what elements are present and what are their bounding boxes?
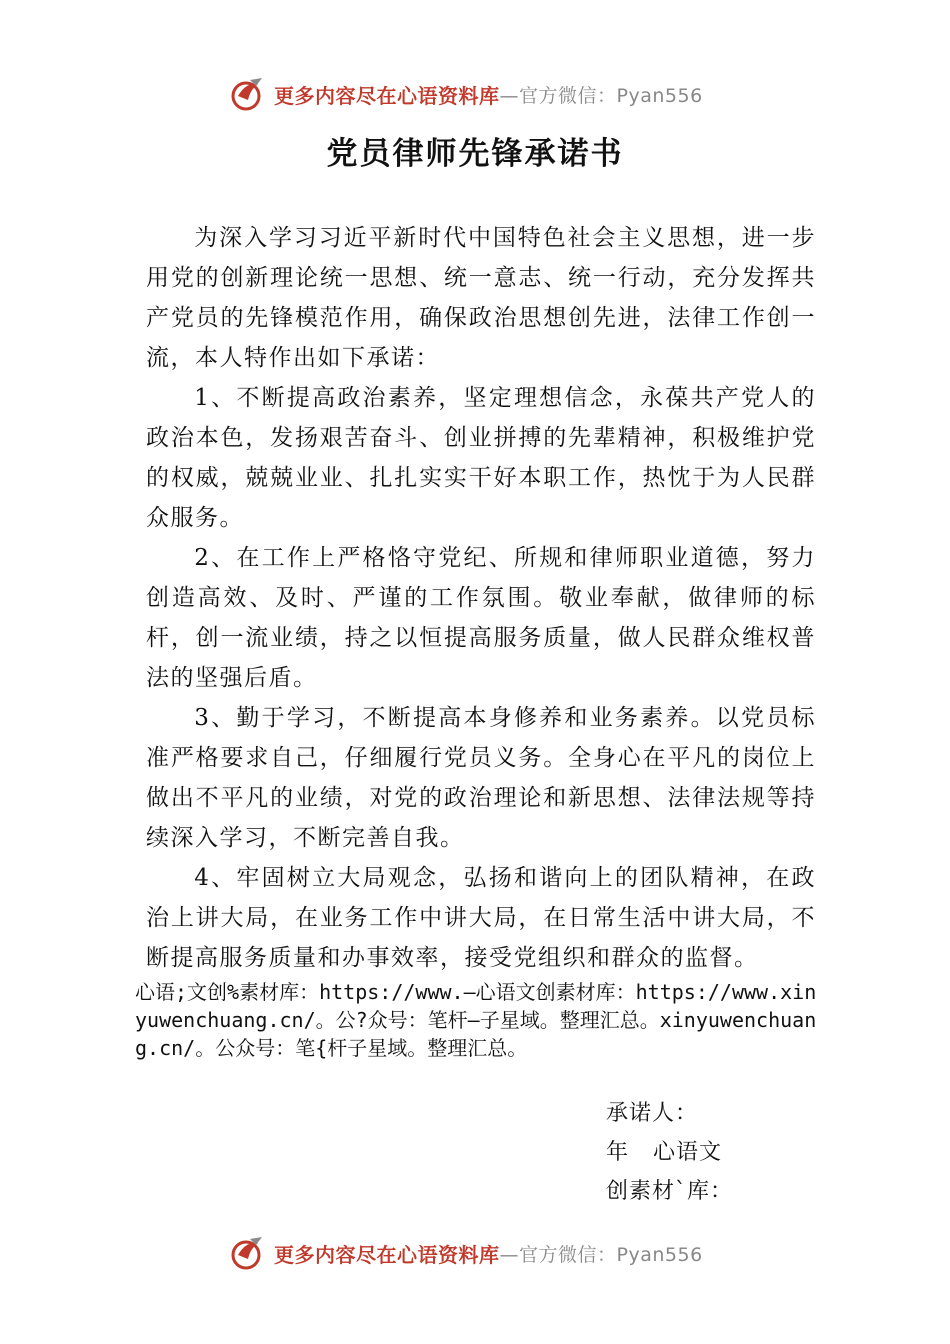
signature-extra: 创素材`库： (606, 1179, 734, 1204)
pledge-item-3: 3、勤于学习，不断提高本身修养和业务素养。以党员标准严格要求自己，仔细履行党员义务。全身心在平凡的岗位上做出不平凡的业绩，对党的政治理论和新思想、法律法规等持续深入学习，不断完善自我。 (146, 705, 816, 851)
logo-icon (228, 1233, 268, 1273)
intro-paragraph: 为深入学习习近平新时代中国特色社会主义思想，进一步用党的创新理论统一思想、统一意志、统一行动，充分发挥共产党员的先锋模范作用，确保政治思想创先进，法律工作创一流，本人特作出如下承诺： (146, 225, 816, 371)
pledge-item-4: 4、牢固树立大局观念，弘扬和谐向上的团队精神，在政治上讲大局，在业务工作中讲大局，在日常生活中讲大局，不断提高服务质量和办事效率，接受党组织和群众的监督。 (146, 865, 816, 971)
banner-wechat: —官方微信：Pyan556 (499, 1243, 703, 1266)
banner-text: 更多内容尽在心语资料库 (274, 1242, 500, 1267)
document-title: 党员律师先锋承诺书 (326, 136, 624, 172)
header-banner (228, 72, 728, 116)
document-body (146, 218, 816, 978)
date-label: 年 心语文 (606, 1140, 722, 1165)
pledge-item-2: 2、在工作上严格恪守党纪、所规和律师职业道德，努力创造高效、及时、严谨的工作氛围。敬业奉献，做律师的标杆，创一流业绩，持之以恒提高服务质量，做人民群众维权普法的坚强后盾。 (146, 545, 816, 691)
signer-label: 承诺人： (606, 1101, 699, 1126)
watermark-text: 心语;文创%素材库：https://www.—心语文创素材库：https://www.xinyuwenchuang.cn/。公?众号：笔杆—子星域。整理汇总。xinyuwenchuang.cn/。公众号：笔{杆子星域。整理汇总。 (135, 980, 817, 1060)
pledge-item-1: 1、不断提高政治素养，坚定理想信念，永葆共产党人的政治本色，发扬艰苦奋斗、创业拼搏的先辈精神，积极维护党的权威，兢兢业业、扎扎实实干好本职工作，热忱于为人民群众服务。 (146, 385, 816, 531)
logo-icon (228, 74, 268, 114)
banner-wechat: —官方微信：Pyan556 (499, 84, 703, 107)
footer-banner (228, 1231, 728, 1275)
signature-block (606, 1094, 733, 1211)
banner-text: 更多内容尽在心语资料库 (274, 83, 500, 108)
